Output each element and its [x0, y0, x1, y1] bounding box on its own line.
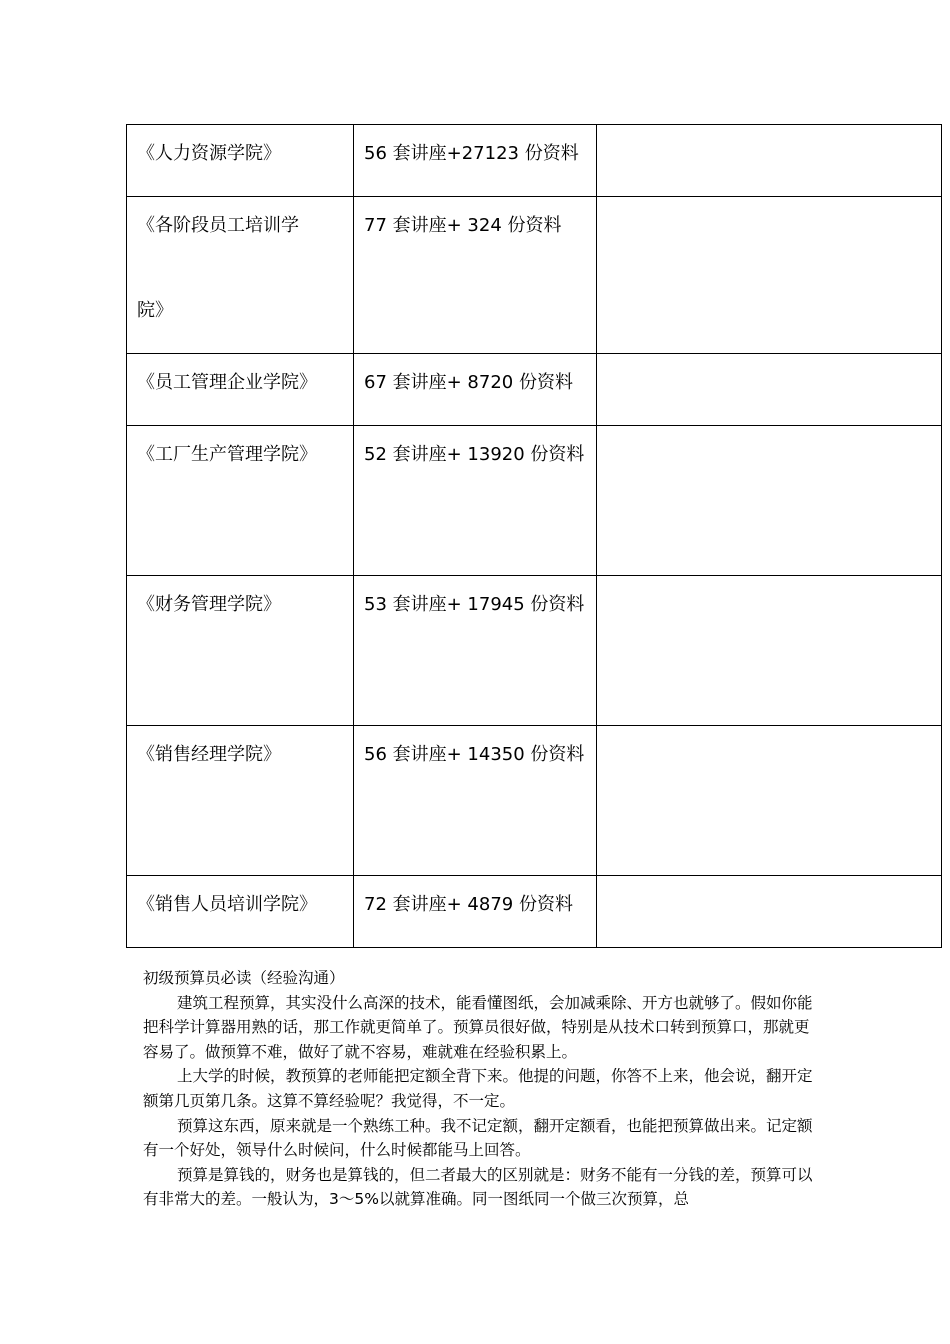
resource-count-cell: 72 套讲座+ 4879 份资料 — [354, 876, 597, 948]
college-name-cell: 《工厂生产管理学院》 — [127, 426, 354, 576]
empty-cell — [597, 426, 942, 576]
empty-cell — [597, 876, 942, 948]
table-row — [127, 576, 942, 726]
college-name-cell: 《各阶段员工培训学院》 — [127, 197, 354, 354]
resource-count-cell: 52 套讲座+ 13920 份资料 — [354, 426, 597, 576]
article-paragraph: 建筑工程预算，其实没什么高深的技术，能看懂图纸，会加减乘除、开方也就够了。假如你能把科学计算器用熟的话，那工作就更简单了。预算员很好做，特别是从技术口转到预算口，那就更容易了。做预算不难，做好了就不容易，难就难在经验积累上。 — [143, 993, 813, 1061]
article-paragraph: 预算这东西，原来就是一个熟练工种。我不记定额，翻开定额看，也能把预算做出来。记定额有一个好处，领导什么时候问，什么时候都能马上回答。 — [143, 1116, 813, 1160]
college-name-cell: 《人力资源学院》 — [127, 125, 354, 197]
article-title: 初级预算员必读（经验沟通） — [143, 969, 345, 987]
resource-count-cell: 53 套讲座+ 17945 份资料 — [354, 576, 597, 726]
college-name-cell: 《员工管理企业学院》 — [127, 354, 354, 426]
article-paragraph: 上大学的时候，教预算的老师能把定额全背下来。他提的问题，你答不上来，他会说，翻开定额第几页第几条。这算不算经验呢？我觉得，不一定。 — [143, 1067, 813, 1110]
resource-count-cell: 56 套讲座+ 14350 份资料 — [354, 726, 597, 876]
college-name-cell: 《财务管理学院》 — [127, 576, 354, 726]
resource-count-cell: 77 套讲座+ 324 份资料 — [354, 197, 597, 354]
empty-cell — [597, 125, 942, 197]
empty-cell — [597, 354, 942, 426]
table-row — [127, 354, 942, 426]
empty-cell — [597, 197, 942, 354]
table-row — [127, 125, 942, 197]
college-name-cell: 《销售人员培训学院》 — [127, 876, 354, 948]
table-row — [127, 726, 942, 876]
table-row — [127, 876, 942, 948]
article-paragraph: 预算是算钱的，财务也是算钱的，但二者最大的区别就是：财务不能有一分钱的差，预算可以有非常大的差。一般认为，3～5%以就算准确。同一图纸同一个做三次预算，总 — [143, 1165, 813, 1209]
resource-count-cell: 67 套讲座+ 8720 份资料 — [354, 354, 597, 426]
resource-count-cell: 56 套讲座+27123 份资料 — [354, 125, 597, 197]
college-name-cell: 《销售经理学院》 — [127, 726, 354, 876]
course-catalog-table — [126, 124, 942, 948]
table-row — [127, 197, 942, 354]
empty-cell — [597, 726, 942, 876]
table-row — [127, 426, 942, 576]
article — [143, 966, 823, 1212]
empty-cell — [597, 576, 942, 726]
